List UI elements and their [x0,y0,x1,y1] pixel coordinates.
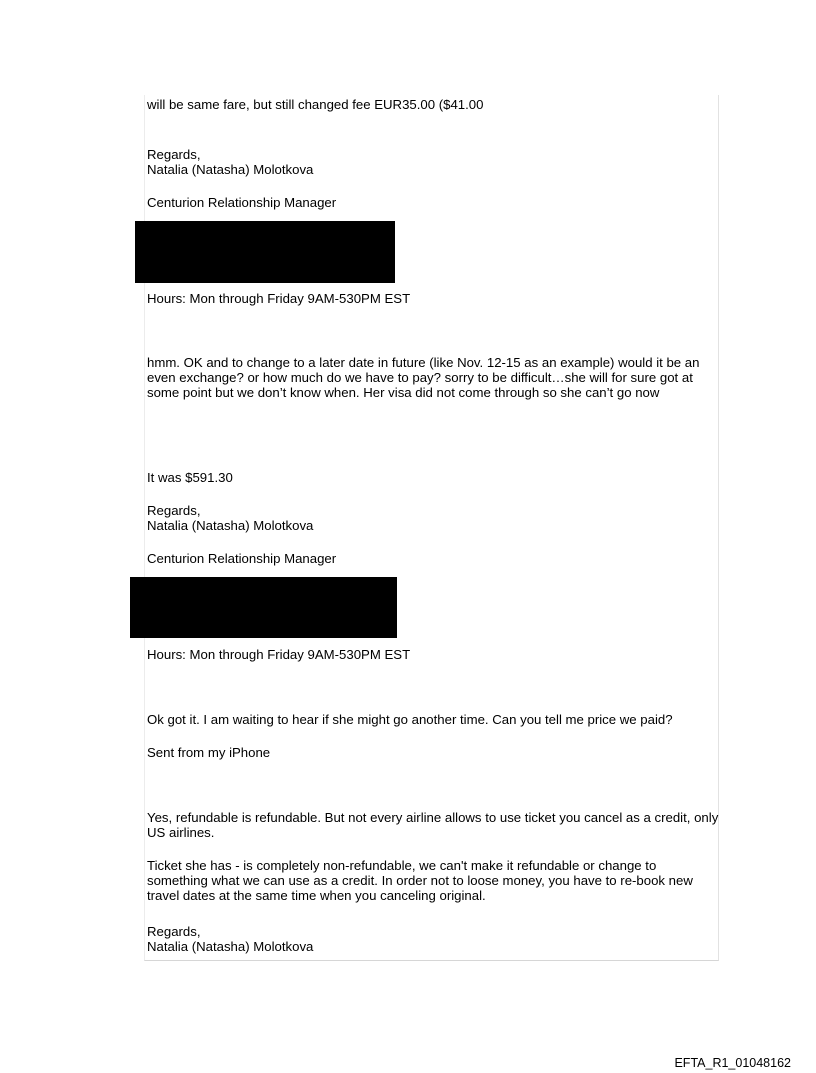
redaction-block-1 [135,221,395,283]
regards-2: Regards, [147,503,201,518]
redaction-block-2 [130,577,397,638]
price-line: It was $591.30 [147,470,233,485]
sent-from-line: Sent from my iPhone [147,745,271,760]
signature-name-1: Natalia (Natasha) Molotkova [147,162,314,177]
bates-number: EFTA_R1_01048162 [674,1056,791,1070]
signature-name-2: Natalia (Natasha) Molotkova [147,518,314,533]
ticket-paragraph: Ticket she has - is completely non-refundable, we can't make it refundable or change to something what we can use as a credit. In order not to loose money, you have to re-book new travel dates at the same time when you canceling original. [147,858,693,903]
signature-name-3: Natalia (Natasha) Molotkova [147,939,314,954]
regards-3: Regards, [147,924,201,939]
question-paragraph: hmm. OK and to change to a later date in future (like Nov. 12-15 as an example) would it be an even exchange? or how much do we have to pay? sorry to be difficult…she will for sure got at some point but we don’t know when. Her visa did not come through so she can’t go now [147,355,700,400]
hours-line-2: Hours: Mon through Friday 9AM-530PM EST [147,647,411,662]
signature-title-2: Centurion Relationship Manager [147,551,337,566]
fee-line: will be same fare, but still changed fee EUR35.00 ($41.00 [147,97,484,112]
regards-1: Regards, [147,147,201,162]
signature-title-1: Centurion Relationship Manager [147,195,337,210]
okgot-line: Ok got it. I am waiting to hear if she might go another time. Can you tell me price we paid? [147,712,673,727]
hours-line-1: Hours: Mon through Friday 9AM-530PM EST [147,291,411,306]
refundable-paragraph: Yes, refundable is refundable. But not every airline allows to use ticket you cancel as a credit, only US airlines. [147,810,719,840]
